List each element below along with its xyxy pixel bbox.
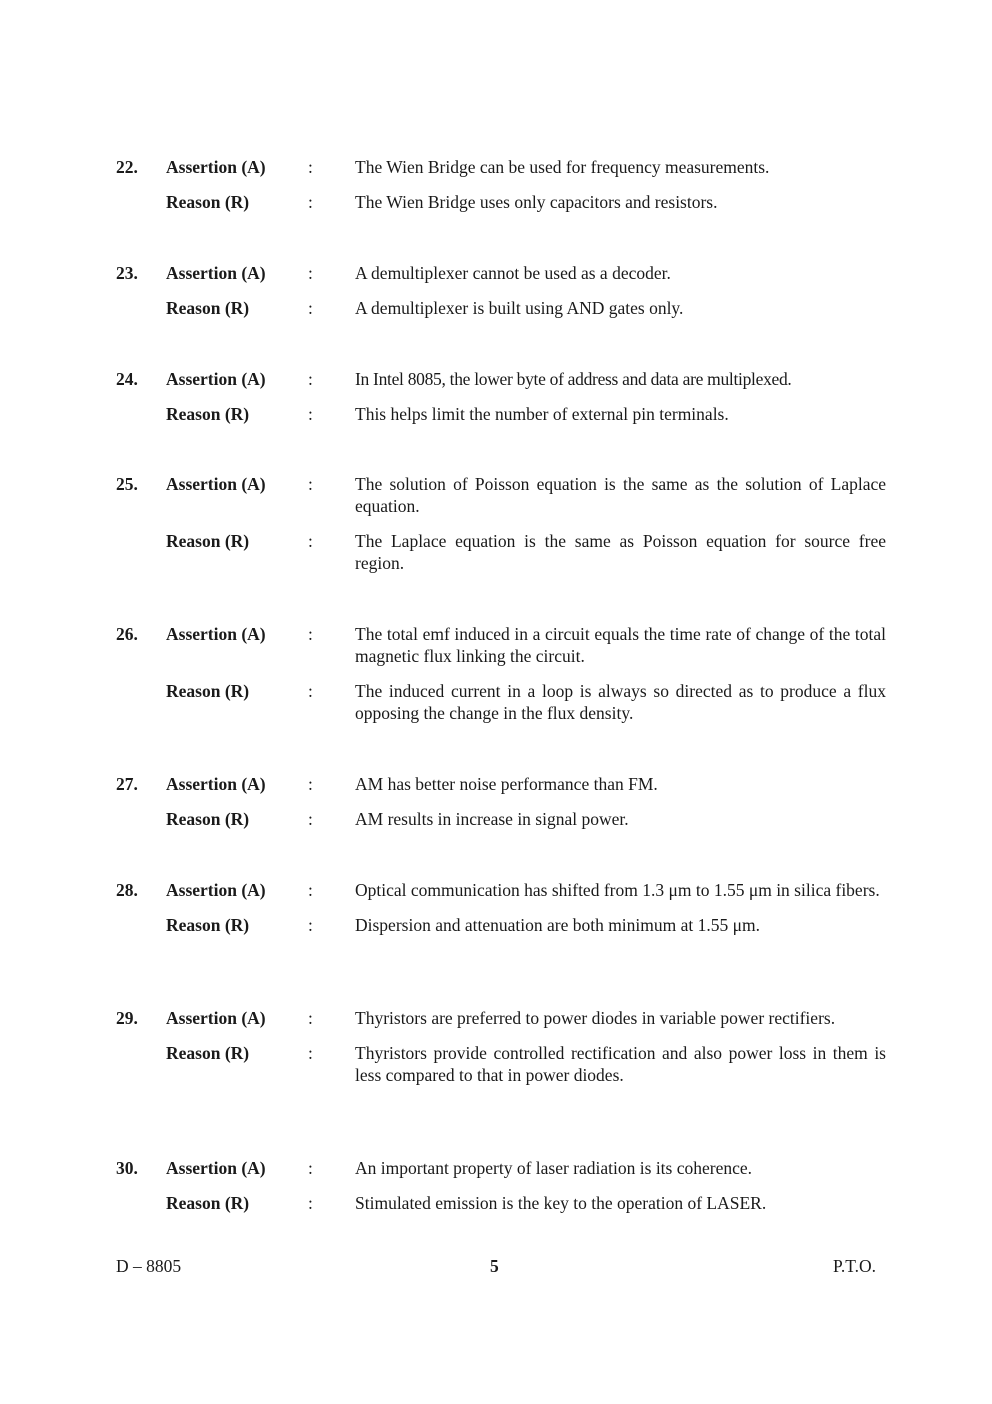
- question-number: 25.: [116, 474, 138, 494]
- assertion-text: In Intel 8085, the lower byte of address and data are multiplexed.: [355, 369, 792, 389]
- assertion-text: The solution of Poisson equation is the same as the solution of Laplace equation.: [355, 474, 886, 516]
- reason-text: A demultiplexer is built using AND gates only.: [355, 298, 684, 318]
- reason-row: [116, 530, 886, 574]
- question-25: [116, 473, 886, 574]
- page-number: 5: [490, 1256, 499, 1276]
- question-number: 23.: [116, 263, 138, 283]
- question-number: 26.: [116, 624, 138, 644]
- reason-label: Reason (R): [166, 681, 250, 701]
- assertion-label: Assertion (A): [166, 880, 266, 900]
- question-22: [116, 156, 886, 213]
- reason-text: This helps limit the number of external pin terminals.: [355, 404, 729, 424]
- reason-label: Reason (R): [166, 809, 250, 829]
- reason-row: [116, 1042, 886, 1086]
- colon: :: [308, 404, 313, 424]
- reason-label: Reason (R): [166, 1043, 250, 1063]
- colon: :: [308, 1158, 313, 1178]
- assertion-label: Assertion (A): [166, 624, 266, 644]
- reason-row: [116, 191, 886, 213]
- question-number: 29.: [116, 1008, 138, 1028]
- assertion-row: [116, 879, 886, 901]
- reason-row: [116, 808, 886, 830]
- reason-text: The Wien Bridge uses only capacitors and resistors.: [355, 192, 718, 212]
- reason-label: Reason (R): [166, 404, 250, 424]
- assertion-label: Assertion (A): [166, 1158, 266, 1178]
- reason-label: Reason (R): [166, 1193, 250, 1213]
- question-27: [116, 773, 886, 830]
- question-number: 30.: [116, 1158, 138, 1178]
- assertion-text: Thyristors are preferred to power diodes in variable power rectifiers.: [355, 1008, 836, 1028]
- reason-text: Stimulated emission is the key to the operation of LASER.: [355, 1193, 767, 1213]
- question-number: 24.: [116, 369, 138, 389]
- question-number: 28.: [116, 880, 138, 900]
- assertion-text: The total emf induced in a circuit equals the time rate of change of the total magnetic flux linking the circuit.: [355, 624, 886, 666]
- colon: :: [308, 263, 313, 283]
- reason-label: Reason (R): [166, 192, 250, 212]
- assertion-text: AM has better noise performance than FM.: [355, 774, 658, 794]
- colon: :: [308, 1193, 313, 1213]
- colon: :: [308, 681, 313, 701]
- colon: :: [308, 1008, 313, 1028]
- colon: :: [308, 474, 313, 494]
- reason-row: [116, 1192, 886, 1214]
- colon: :: [308, 624, 313, 644]
- question-number: 27.: [116, 774, 138, 794]
- reason-text: Thyristors provide controlled rectification and also power loss in them is less compared to that in power diodes.: [355, 1043, 886, 1085]
- question-28: [116, 879, 886, 936]
- reason-label: Reason (R): [166, 915, 250, 935]
- colon: :: [308, 298, 313, 318]
- assertion-row: [116, 623, 886, 667]
- reason-text: AM results in increase in signal power.: [355, 809, 629, 829]
- assertion-label: Assertion (A): [166, 263, 266, 283]
- colon: :: [308, 531, 313, 551]
- colon: :: [308, 1043, 313, 1063]
- question-23: [116, 262, 886, 319]
- page-footer: [116, 1255, 876, 1277]
- assertion-row: [116, 1157, 886, 1179]
- colon: :: [308, 915, 313, 935]
- reason-label: Reason (R): [166, 298, 250, 318]
- assertion-row: [116, 156, 886, 178]
- colon: :: [308, 880, 313, 900]
- assertion-row: [116, 773, 886, 795]
- assertion-text: An important property of laser radiation is its coherence.: [355, 1158, 753, 1178]
- paper-code: D – 8805: [116, 1256, 182, 1276]
- colon: :: [308, 774, 313, 794]
- question-24: [116, 368, 886, 425]
- question-26: [116, 623, 886, 724]
- reason-text: The Laplace equation is the same as Poisson equation for source free region.: [355, 531, 886, 573]
- assertion-text: A demultiplexer cannot be used as a decoder.: [355, 263, 671, 283]
- assertion-row: [116, 473, 886, 517]
- question-29: [116, 1007, 886, 1086]
- reason-row: [116, 914, 886, 936]
- reason-text: The induced current in a loop is always so directed as to produce a flux opposing the change in the flux density.: [355, 681, 886, 723]
- assertion-label: Assertion (A): [166, 474, 266, 494]
- assertion-row: [116, 262, 886, 284]
- assertion-label: Assertion (A): [166, 1008, 266, 1028]
- assertion-label: Assertion (A): [166, 369, 266, 389]
- assertion-row: [116, 368, 886, 390]
- assertion-text: Optical communication has shifted from 1.3 μm to 1.55 μm in silica fibers.: [355, 880, 880, 900]
- reason-row: [116, 680, 886, 724]
- colon: :: [308, 809, 313, 829]
- assertion-text: The Wien Bridge can be used for frequency measurements.: [355, 157, 770, 177]
- question-number: 22.: [116, 157, 138, 177]
- colon: :: [308, 369, 313, 389]
- reason-label: Reason (R): [166, 531, 250, 551]
- colon: :: [308, 157, 313, 177]
- please-turn-over: P.T.O.: [833, 1256, 876, 1276]
- question-30: [116, 1157, 886, 1214]
- colon: :: [308, 192, 313, 212]
- reason-text: Dispersion and attenuation are both minimum at 1.55 μm.: [355, 915, 761, 935]
- assertion-label: Assertion (A): [166, 774, 266, 794]
- reason-row: [116, 403, 886, 425]
- assertion-label: Assertion (A): [166, 157, 266, 177]
- assertion-row: [116, 1007, 886, 1029]
- reason-row: [116, 297, 886, 319]
